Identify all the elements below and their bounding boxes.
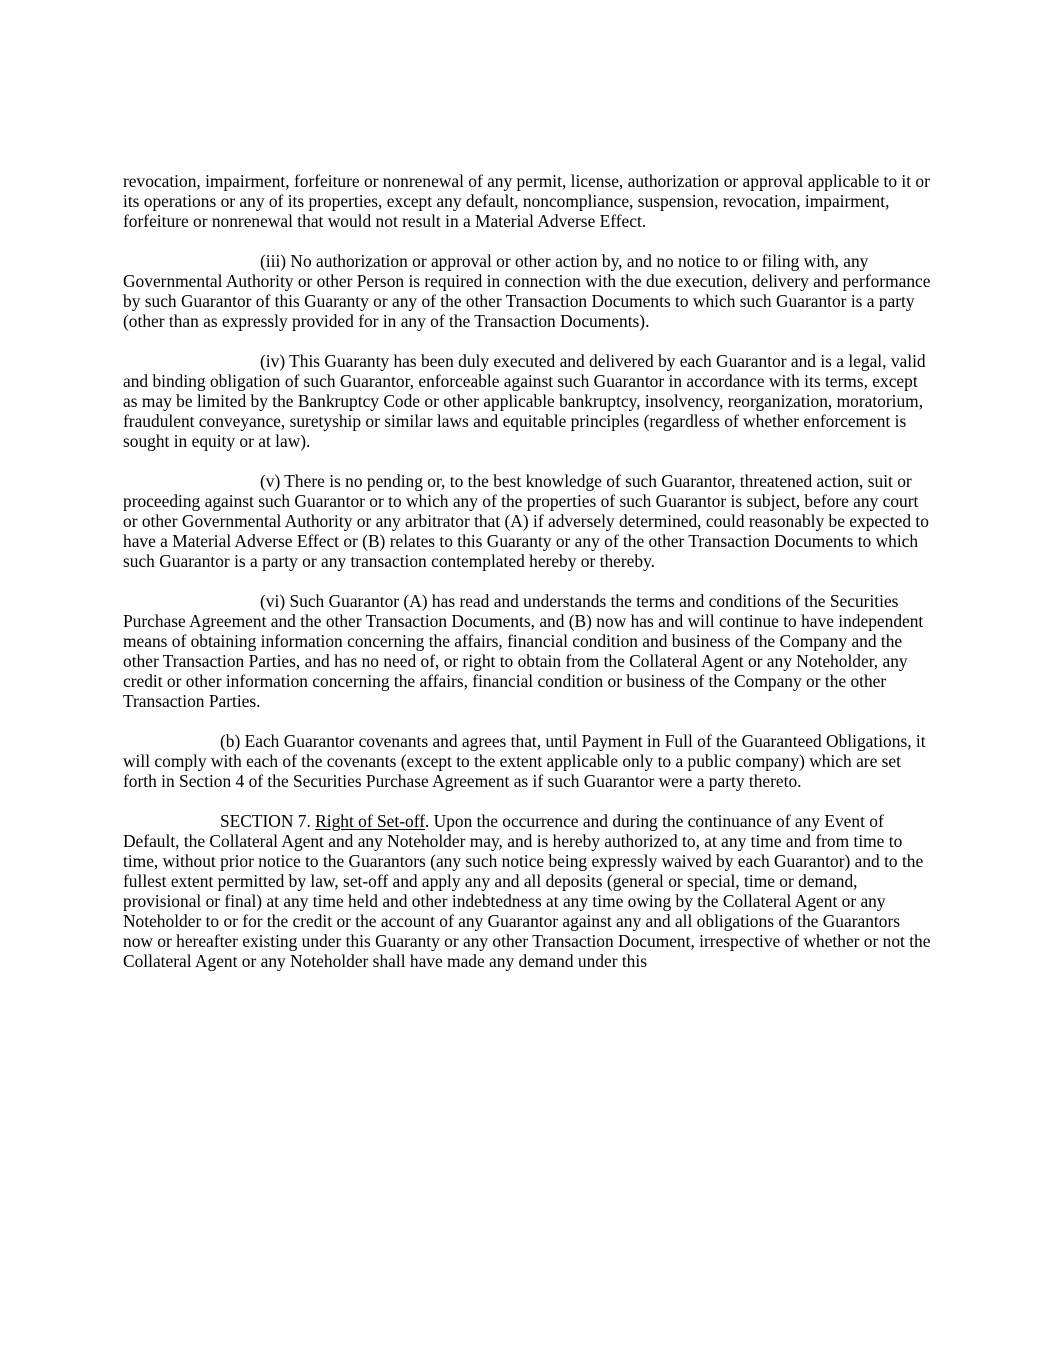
- document-body: [123, 171, 932, 991]
- paragraph-continuation-paragraph: [123, 171, 932, 231]
- paragraph-clause-vi: [123, 591, 932, 711]
- text-segment: (iv) This Guaranty has been duly executed and delivered by each Guarantor and is a legal, valid and binding obligation of such Guarantor, enforceable against such Guarantor in accordance with its terms, except as may be limited by the Bankruptcy Code or other applicable bankruptcy, insolvency, reorganization, moratorium, fraudulent conveyance, suretyship or similar laws and equitable principles (regardless of whether enforcement is sought in equity or at law).: [123, 351, 926, 451]
- paragraph-clause-iv: [123, 351, 932, 451]
- text-segment: (vi) Such Guarantor (A) has read and understands the terms and conditions of the Securities Purchase Agreement and the other Transaction Documents, and (B) now has and will continue to have independent means of obtaining information concerning the affairs, financial condition and business of the Company and the other Transaction Parties, and has no need of, or right to obtain from the Collateral Agent or any Noteholder, any credit or other information concerning the affairs, financial condition or business of the Company or the other Transaction Parties.: [123, 591, 924, 711]
- text-segment: (v) There is no pending or, to the best knowledge of such Guarantor, threatened action, suit or proceeding against such Guarantor or to which any of the properties of such Guarantor is subject, before any court or other Governmental Authority or any arbitrator that (A) if adversely determined, could reasonably be expected to have a Material Adverse Effect or (B) relates to this Guaranty or any of the other Transaction Documents to which such Guarantor is a party or any transaction contemplated hereby or thereby.: [123, 471, 929, 571]
- paragraph-clause-b: [123, 731, 932, 791]
- text-segment: (iii) No authorization or approval or other action by, and no notice to or filing with, any Governmental Authority or other Person is required in connection with the due execution, delivery and performance by such Guarantor of this Guaranty or any of the other Transaction Documents to which such Guarantor is a party (other than as expressly provided for in any of the Transaction Documents).: [123, 251, 931, 331]
- underlined-heading-text: Right of Set-off: [315, 811, 425, 831]
- paragraph-section-7: [123, 811, 932, 971]
- text-segment: revocation, impairment, forfeiture or nonrenewal of any permit, license, authorization or approval applicable to it or its operations or any of its properties, except any default, noncompliance, suspension, revocation, impairment, forfeiture or nonrenewal that would not result in a Material Adverse Effect.: [123, 171, 930, 231]
- paragraph-clause-v: [123, 471, 932, 571]
- text-segment: . Upon the occurrence and during the continuance of any Event of Default, the Collateral Agent and any Noteholder may, and is hereby authorized to, at any time and from time to time, without prior notice to the Guarantors (any such notice being expressly waived by each Guarantor) and to the fullest extent permitted by law, set-off and apply any and all deposits (general or special, time or demand, provisional or final) at any time held and other indebtedness at any time owing by the Collateral Agent or any Noteholder to or for the credit or the account of any Guarantor against any and all obligations of the Guarantors now or hereafter existing under this Guaranty or any other Transaction Document, irrespective of whether or not the Collateral Agent or any Noteholder shall have made any demand under this: [123, 811, 931, 971]
- paragraph-clause-iii: [123, 251, 932, 331]
- text-segment: (b) Each Guarantor covenants and agrees that, until Payment in Full of the Guaranteed Obligations, it will comply with each of the covenants (except to the extent applicable only to a public company) which are set forth in Section 4 of the Securities Purchase Agreement as if such Guarantor were a party thereto.: [123, 731, 926, 791]
- text-segment: SECTION 7.: [220, 811, 316, 831]
